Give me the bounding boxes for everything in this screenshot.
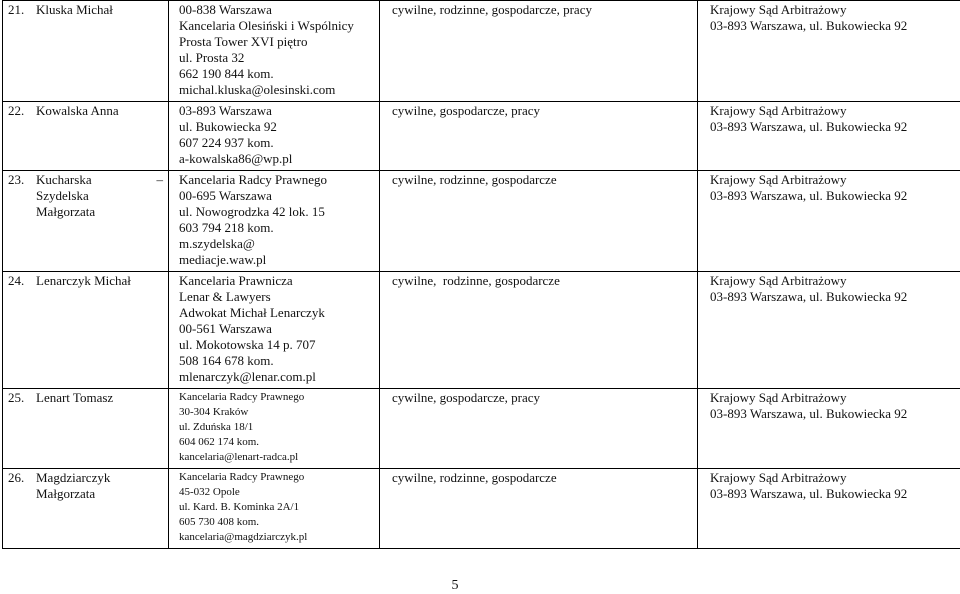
court-cell [698,1,960,102]
address-line: 45-032 Opole [179,485,374,500]
mediator-name-cell [3,102,169,171]
mediator-name-line: Lenart Tomasz [36,390,113,405]
mediator-name-cell [3,469,169,549]
dash-mark: – [157,172,164,188]
court-cell [698,469,960,549]
court-address: 03-893 Warszawa, ul. Bukowiecka 92 [710,289,960,305]
address-line: a-kowalska86@wp.pl [179,151,374,167]
court-name: Krajowy Sąd Arbitrażowy [710,172,960,188]
address-line: 508 164 678 kom. [179,353,374,369]
mediator-address-cell [169,469,380,549]
row-number: 24. [8,273,36,289]
address-line: Lenar & Lawyers [179,289,374,305]
address-line: 605 730 408 kom. [179,515,374,530]
address-line: 03-893 Warszawa [179,103,374,119]
address-line: Kancelaria Radcy Prawnego [179,470,374,485]
specialization-cell [380,469,698,549]
mediator-address-cell [169,272,380,389]
address-line: Kancelaria Prawnicza [179,273,374,289]
specialization-text: cywilne, gospodarcze, pracy [392,103,692,119]
mediator-name-line: Kowalska Anna [36,103,119,118]
mediator-address-cell [169,171,380,272]
address-line: m.szydelska@ [179,236,374,252]
mediator-name-cell [3,171,169,272]
address-line: 00-838 Warszawa [179,2,374,18]
table-row [3,469,960,549]
mediator-name-cell [3,272,169,389]
address-line: ul. Prosta 32 [179,50,374,66]
mediator-name-line: Małgorzata [36,204,95,219]
specialization-text: cywilne, rodzinne, gospodarcze, pracy [392,2,692,18]
address-line: Kancelaria Radcy Prawnego [179,172,374,188]
row-number: 23. [8,172,36,188]
specialization-text: cywilne, rodzinne, gospodarcze [392,172,692,188]
address-line: mlenarczyk@lenar.com.pl [179,369,374,385]
specialization-text: cywilne, gospodarcze, pracy [392,390,692,406]
court-name: Krajowy Sąd Arbitrażowy [710,470,960,486]
court-name: Krajowy Sąd Arbitrażowy [710,390,960,406]
mediators-table-body [3,1,960,549]
specialization-cell [380,272,698,389]
specialization-cell [380,102,698,171]
mediator-name-line: Lenarczyk Michał [36,273,131,288]
row-number: 22. [8,103,36,119]
address-line: mediacje.waw.pl [179,252,374,268]
court-address: 03-893 Warszawa, ul. Bukowiecka 92 [710,188,960,204]
address-line: ul. Mokotowska 14 p. 707 [179,337,374,353]
address-line: 604 062 174 kom. [179,435,374,450]
mediator-address-cell [169,389,380,469]
address-line: 00-695 Warszawa [179,188,374,204]
table-row [3,272,960,389]
specialization-cell [380,389,698,469]
address-line: 30-304 Kraków [179,405,374,420]
mediator-name-line: Szydelska [36,188,89,203]
mediator-name-cell [3,389,169,469]
address-line: ul. Kard. B. Kominka 2A/1 [179,500,374,515]
court-address: 03-893 Warszawa, ul. Bukowiecka 92 [710,119,960,135]
address-line: kancelaria@lenart-radca.pl [179,450,374,465]
address-line: Kancelaria Olesiński i Wspólnicy [179,18,374,34]
specialization-text: cywilne, rodzinne, gospodarcze [392,470,692,486]
address-line: Kancelaria Radcy Prawnego [179,390,374,405]
mediator-name-line: Kluska Michał [36,2,113,17]
mediator-name-cell [3,1,169,102]
court-cell [698,389,960,469]
address-line: ul. Nowogrodzka 42 lok. 15 [179,204,374,220]
specialization-text: cywilne, rodzinne, gospodarcze [392,273,692,289]
address-line: kancelaria@magdziarczyk.pl [179,530,374,545]
court-name: Krajowy Sąd Arbitrażowy [710,273,960,289]
address-line: 603 794 218 kom. [179,220,374,236]
address-line: Prosta Tower XVI piętro [179,34,374,50]
court-address: 03-893 Warszawa, ul. Bukowiecka 92 [710,486,960,502]
court-name: Krajowy Sąd Arbitrażowy [710,2,960,18]
mediator-name-line: Małgorzata [36,486,95,501]
row-number: 26. [8,470,36,486]
mediator-name-line: Magdziarczyk [36,470,110,485]
mediator-address-cell [169,1,380,102]
address-line: 662 190 844 kom. [179,66,374,82]
court-name: Krajowy Sąd Arbitrażowy [710,103,960,119]
address-line: Adwokat Michał Lenarczyk [179,305,374,321]
mediator-name-line: Kucharska [36,172,92,187]
address-line: ul. Zduńska 18/1 [179,420,374,435]
specialization-cell [380,171,698,272]
court-cell [698,171,960,272]
table-row [3,102,960,171]
table-row [3,389,960,469]
mediator-address-cell [169,102,380,171]
court-address: 03-893 Warszawa, ul. Bukowiecka 92 [710,18,960,34]
specialization-cell [380,1,698,102]
page-number: 5 [0,578,910,594]
row-number: 25. [8,390,36,406]
address-line: 607 224 937 kom. [179,135,374,151]
mediators-table [2,0,960,549]
table-row [3,171,960,272]
court-address: 03-893 Warszawa, ul. Bukowiecka 92 [710,406,960,422]
table-row [3,1,960,102]
court-cell [698,272,960,389]
row-number: 21. [8,2,36,18]
address-line: michal.kluska@olesinski.com [179,82,374,98]
address-line: 00-561 Warszawa [179,321,374,337]
court-cell [698,102,960,171]
address-line: ul. Bukowiecka 92 [179,119,374,135]
